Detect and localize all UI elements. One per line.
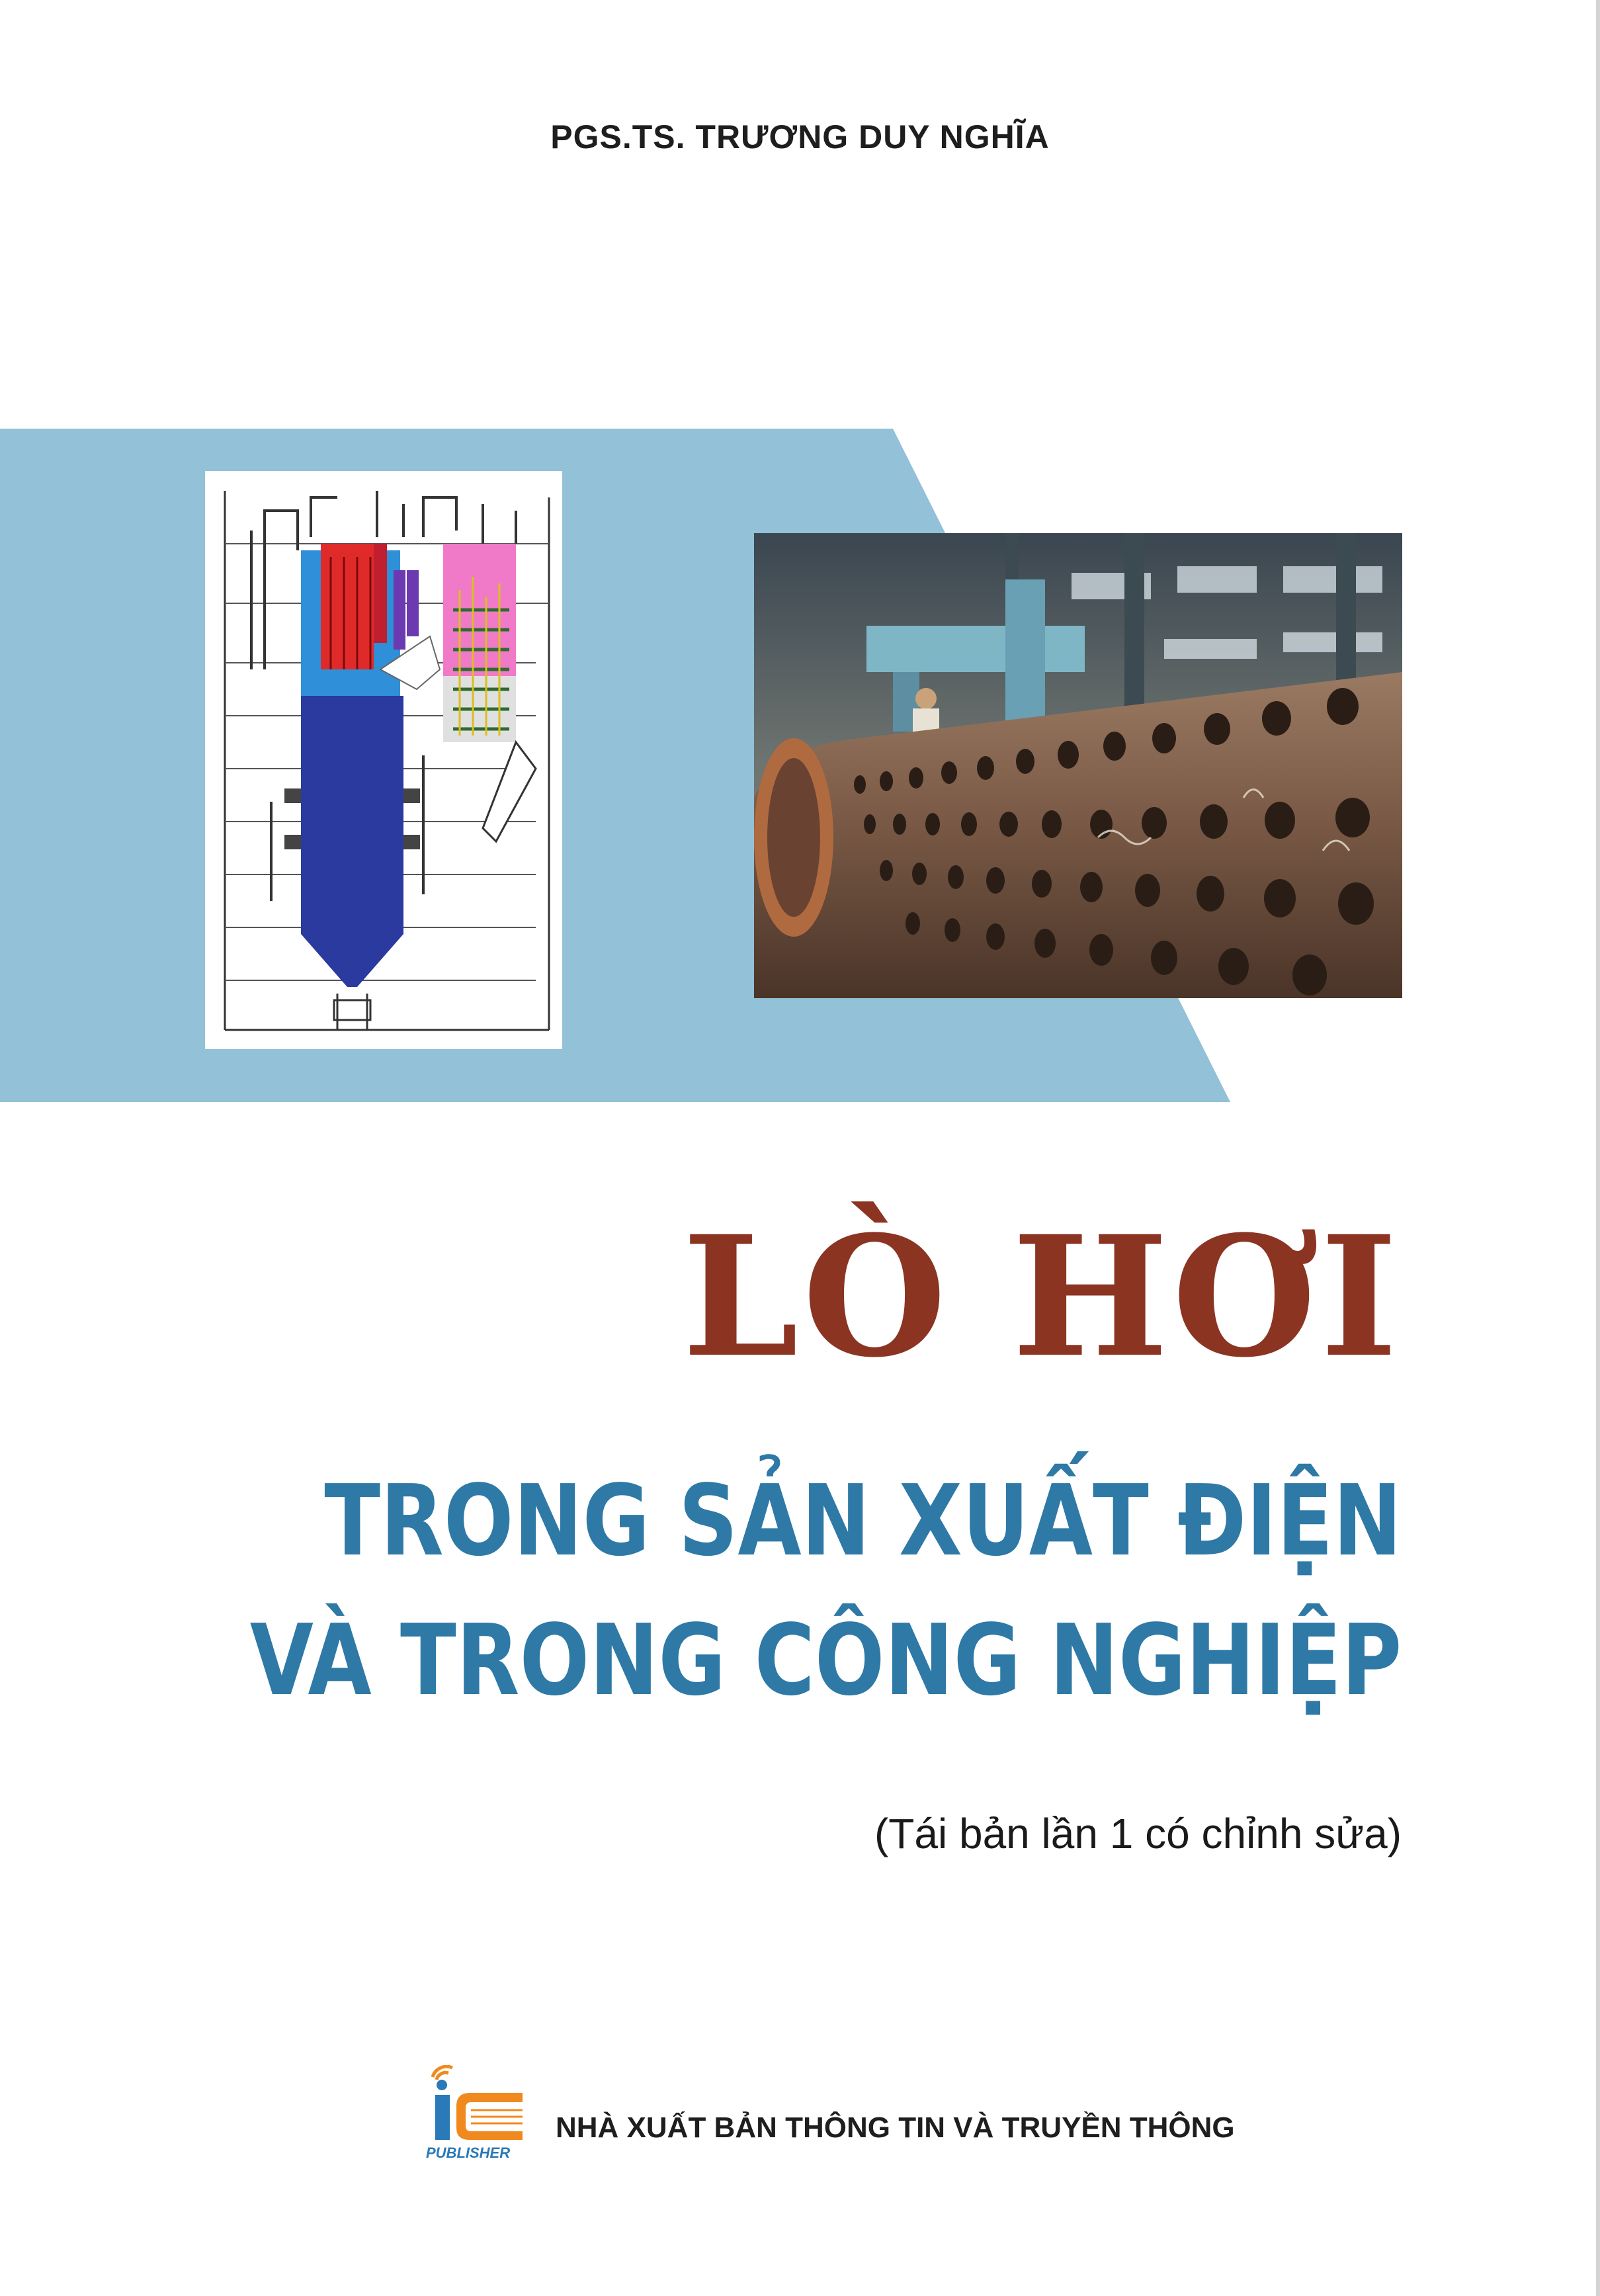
boiler-drum-photo [754, 533, 1402, 998]
publisher-logo-label: PUBLISHER [426, 2145, 511, 2161]
author-name: PGS.TS. TRƯƠNG DUY NGHĨA [550, 118, 1050, 155]
book-subtitle-line-1: TRONG SẢN XUẤT ĐIỆN [323, 1464, 1402, 1578]
edition-note: (Tái bản lần 1 có chỉnh sửa) [874, 1810, 1402, 1857]
publisher-name: NHÀ XUẤT BẢN THÔNG TIN VÀ TRUYỀN THÔNG [556, 2111, 1235, 2144]
cover-edge [1596, 0, 1600, 2296]
publisher-logo [423, 2065, 542, 2164]
book-subtitle-line-2: VÀ TRONG CÔNG NGHIỆP [249, 1603, 1402, 1717]
boiler-diagram [205, 471, 562, 1049]
book-title: LÒ HƠI [682, 1199, 1402, 1394]
